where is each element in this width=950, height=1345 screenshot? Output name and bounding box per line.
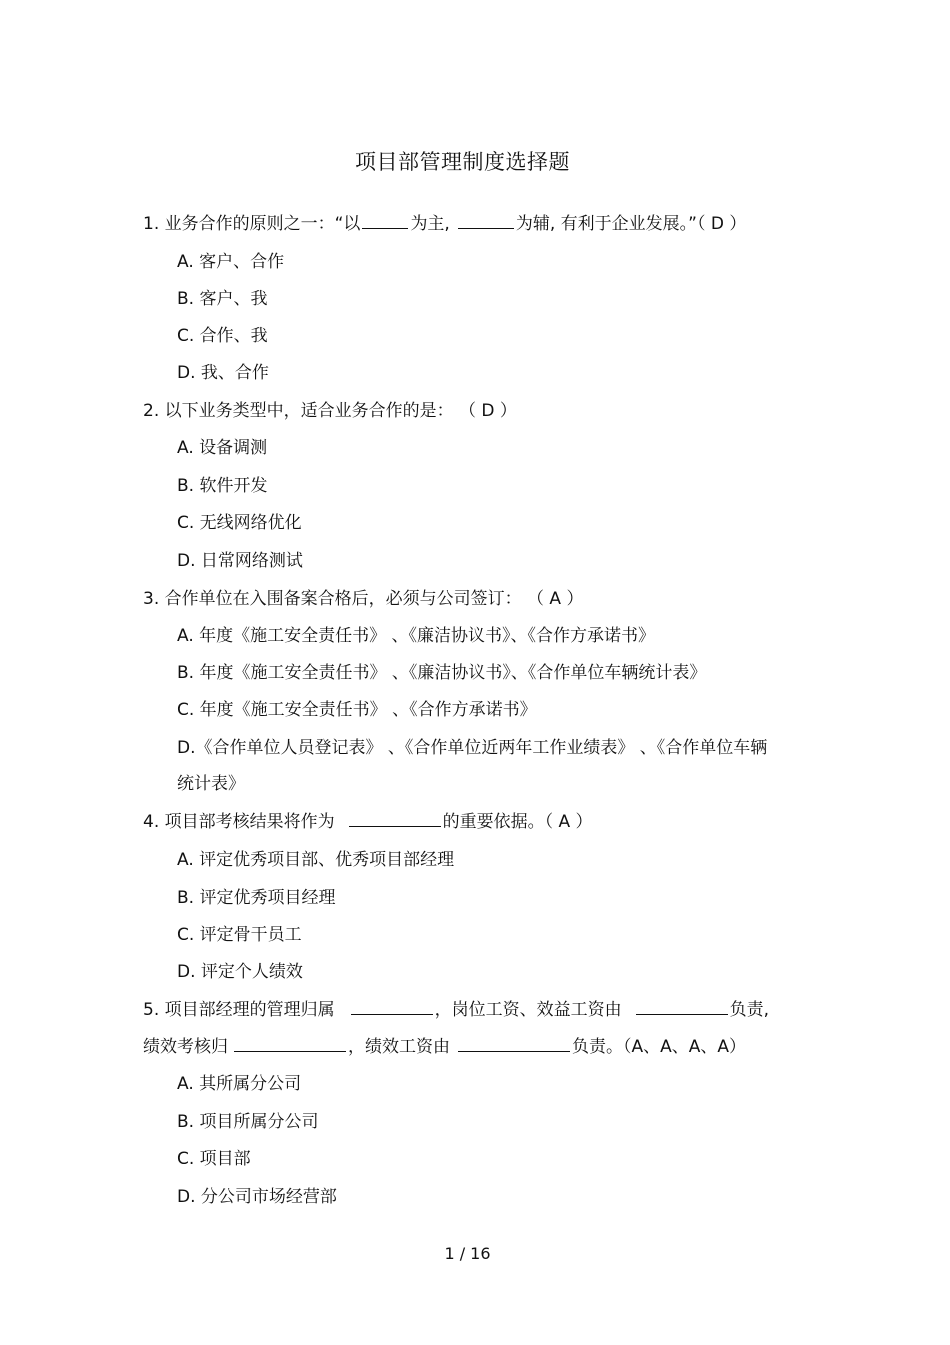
question-1-text-b: 为主,	[410, 214, 450, 234]
question-4-text-b: 的重要依据。（ A ）	[442, 812, 593, 832]
answer-blank	[362, 212, 408, 229]
question-5-line-2	[143, 1035, 746, 1059]
question-3: 3. 合作单位在入围备案合格后，必须与公司签订： （ A ）	[143, 589, 584, 609]
question-5-text-e: ，绩效工资由	[348, 1037, 450, 1057]
page-number: 1 / 16	[444, 1244, 491, 1263]
question-1-text-c: 为辅, 有利于企业发展。”（ D ）	[515, 214, 747, 234]
answer-blank	[636, 998, 728, 1015]
question-5-option-b: B. 项目所属分公司	[177, 1112, 319, 1132]
question-3-option-d-continued: 统计表》	[177, 774, 245, 794]
question-5-text-c: 负责,	[729, 1000, 770, 1020]
question-2-option-a: A. 设备调测	[177, 438, 268, 458]
question-5-text-b: ，岗位工资、效益工资由	[434, 1000, 622, 1020]
question-5-line-1	[143, 998, 769, 1022]
question-2: 2. 以下业务类型中，适合业务合作的是： （ D ）	[143, 401, 517, 421]
question-1	[143, 212, 746, 236]
question-5-text-f: 负责。（A、A、A、A）	[572, 1037, 747, 1057]
question-5-text-d: 绩效考核归	[143, 1037, 228, 1057]
question-1-option-c: C. 合作、我	[177, 326, 268, 346]
question-5-option-c: C. 项目部	[177, 1149, 251, 1169]
answer-blank	[458, 1035, 570, 1052]
answer-blank	[234, 1035, 346, 1052]
answer-blank	[458, 212, 514, 229]
question-2-option-d: D. 日常网络测试	[177, 551, 303, 571]
question-4-option-a: A. 评定优秀项目部、优秀项目部经理	[177, 850, 455, 870]
question-5-option-d: D. 分公司市场经营部	[177, 1187, 337, 1207]
question-1-option-d: D. 我、合作	[177, 363, 269, 383]
question-3-option-a: A. 年度《施工安全责任书》 、《廉洁协议书》、《合作方承诺书》	[177, 626, 656, 646]
question-2-option-c: C. 无线网络优化	[177, 513, 302, 533]
page-title: 项目部管理制度选择题	[355, 150, 570, 174]
question-3-option-d: D.《合作单位人员登记表》 、《合作单位近两年工作业绩表》 、《合作单位车辆	[177, 738, 768, 758]
question-3-option-c: C. 年度《施工安全责任书》 、《合作方承诺书》	[177, 700, 537, 720]
answer-blank	[351, 998, 433, 1015]
question-4-text-a: 4. 项目部考核结果将作为	[143, 812, 335, 832]
answer-blank	[349, 810, 441, 827]
question-1-text-a: 1. 业务合作的原则之一：“以	[143, 214, 361, 234]
question-1-option-b: B. 客户、我	[177, 289, 268, 309]
question-4-option-d: D. 评定个人绩效	[177, 962, 303, 982]
question-2-option-b: B. 软件开发	[177, 476, 268, 496]
question-4	[143, 810, 593, 834]
question-1-option-a: A. 客户、合作	[177, 252, 285, 272]
question-3-option-b: B. 年度《施工安全责任书》 、《廉洁协议书》、《合作单位车辆统计表》	[177, 663, 707, 683]
question-4-option-c: C. 评定骨干员工	[177, 925, 302, 945]
question-5-text-a: 5. 项目部经理的管理归属	[143, 1000, 335, 1020]
question-4-option-b: B. 评定优秀项目经理	[177, 888, 336, 908]
question-5-option-a: A. 其所属分公司	[177, 1074, 302, 1094]
